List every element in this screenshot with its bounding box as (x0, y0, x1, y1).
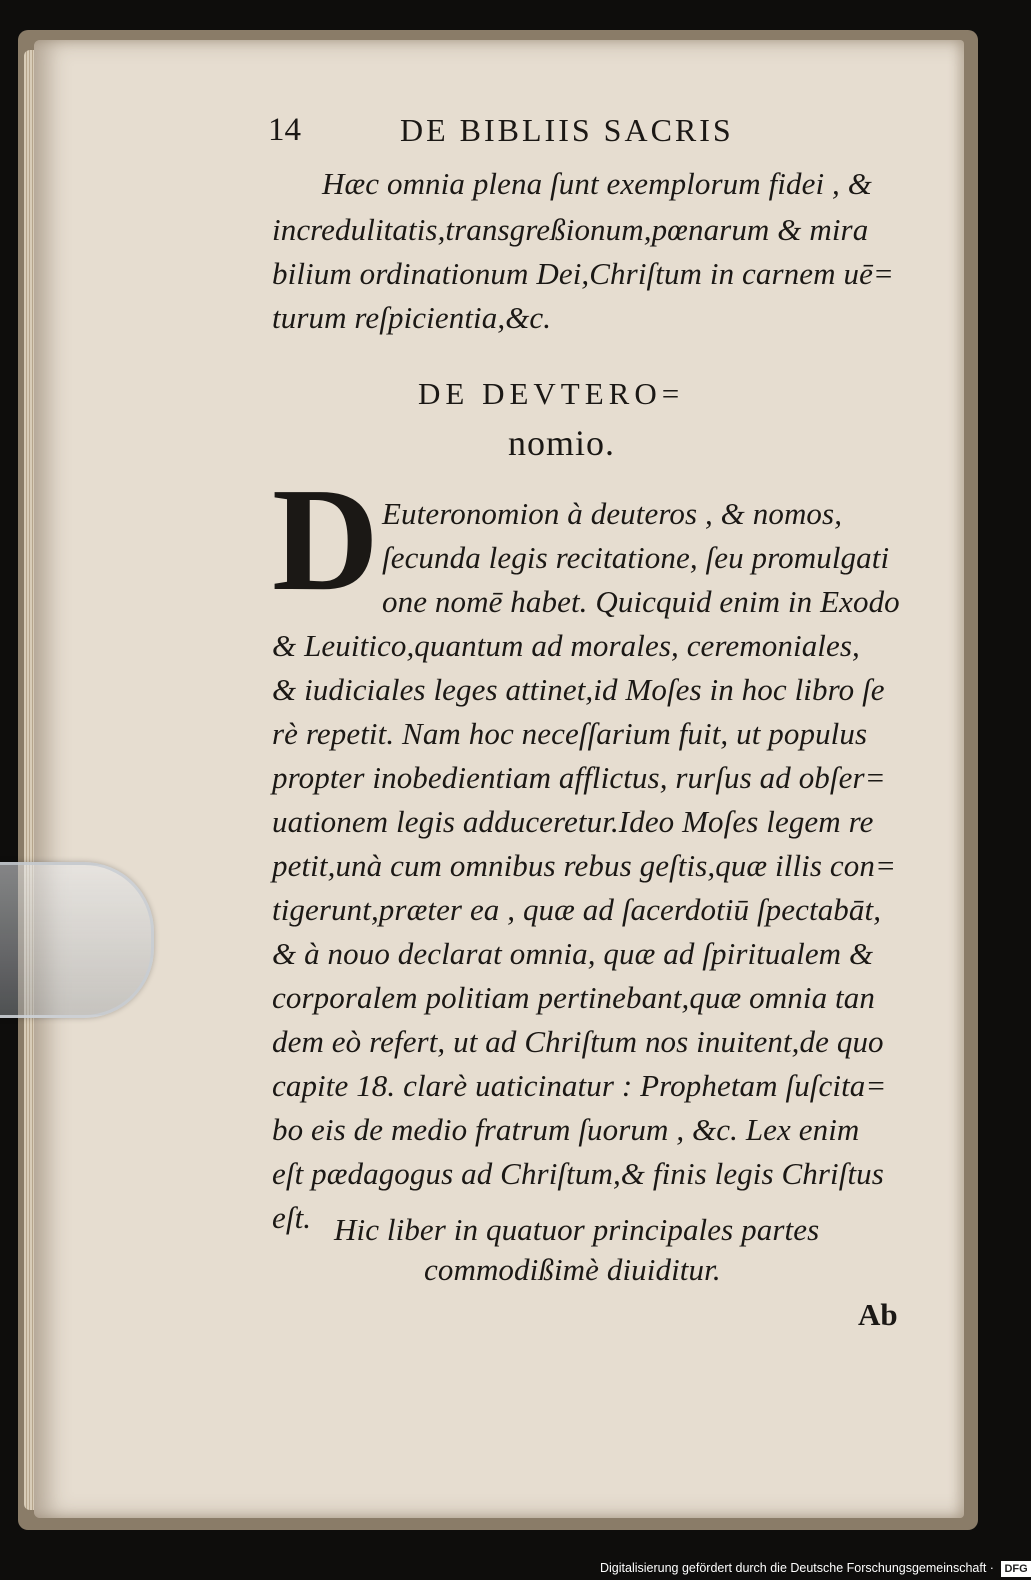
text-line: ſecunda legis recitatione, ſeu promulgati (382, 540, 890, 575)
text-line: petit,unà cum omnibus rebus geſtis,quæ illis con= (272, 848, 896, 883)
catchword: Ab (858, 1297, 898, 1332)
closing-line: commodißimè diuiditur. (424, 1252, 721, 1287)
section-title: DE DEVTERO= (418, 376, 685, 411)
closing-line: Hic liber in quatuor principales partes (334, 1212, 820, 1247)
text-line: uationem legis adduceretur.Ideo Moſes legem re (272, 804, 874, 839)
text-line: one nomē habet. Quicquid enim in Exodo (382, 584, 900, 619)
text-line: bilium ordinationum Dei,Chriſtum in carnem uē= (272, 256, 894, 291)
credit-text: Digitalisierung gefördert durch die Deutsche Forschungsgemeinschaft · (600, 1561, 994, 1575)
text-line: capite 18. clarè uaticinatur : Prophetam ſuſcita= (272, 1068, 887, 1103)
text-line: incredulitatis,transgreßionum,pœnarum & mira (272, 212, 869, 247)
page-clip (0, 862, 154, 1018)
section-subtitle: nomio. (508, 423, 616, 463)
text-line: Euteronomion à deuteros , & nomos, (382, 496, 843, 531)
text-line: corporalem politiam pertinebant,quæ omnia tan (272, 980, 875, 1015)
text-line: turum reſpicientia,&c. (272, 300, 552, 335)
text-line: rè repetit. Nam hoc neceſſarium fuit, ut populus (272, 716, 868, 751)
text-line: bo eis de medio fratrum ſuorum , &c. Lex enim (272, 1112, 860, 1147)
digitization-credit (600, 1557, 1031, 1579)
page-number: 14 (268, 112, 301, 148)
text-line: eſt pædagogus ad Chriſtum,& finis legis Chriſtus (272, 1156, 884, 1191)
text-line: Hæc omnia plena ſunt exemplorum fidei , & (322, 166, 872, 201)
drop-cap: D (272, 458, 379, 622)
text-line: dem eò refert, ut ad Chriſtum nos inuitent,de quo (272, 1024, 884, 1059)
text-line: & Leuitico,quantum ad morales, ceremoniales, (272, 628, 860, 663)
text-line: & à nouo declarat omnia, quæ ad ſpiritualem & (272, 936, 874, 971)
dfg-logo-icon: DFG (1001, 1561, 1030, 1577)
text-line: & iudiciales leges attinet,id Moſes in hoc libro ſe (272, 672, 885, 707)
text-line: tigerunt,præter ea , quæ ad ſacerdotiū ſpectabāt, (272, 892, 882, 927)
text-line: eſt. (272, 1200, 312, 1235)
running-title: DE BIBLIIS SACRIS (400, 112, 734, 148)
text-line: propter inobedientiam afflictus, rurſus ad obſer= (272, 760, 886, 795)
